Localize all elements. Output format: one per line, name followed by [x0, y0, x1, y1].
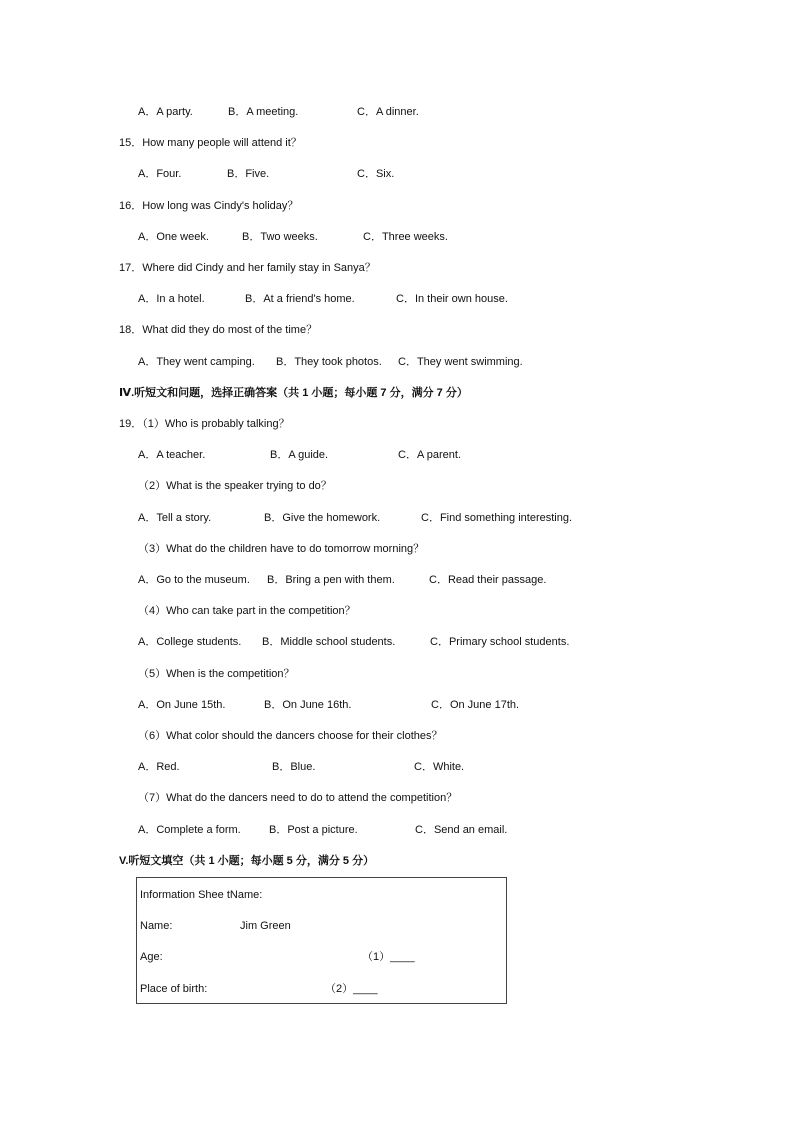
q15-question: 15．How many people will attend it？ — [119, 137, 302, 149]
q19-sub4-option-a: A．College students. — [138, 636, 242, 648]
q18-option-a: A．They went camping. — [138, 356, 255, 368]
q19-sub2-option-c: C．Find something interesting. — [421, 512, 573, 524]
q16-option-a: A．One week. — [138, 231, 209, 243]
age-label: Age: — [140, 951, 163, 963]
name-value: Jim Green — [240, 920, 291, 932]
q19-sub3-option-b: B．Bring a pen with them. — [267, 574, 395, 586]
q19-sub3-option-a: A．Go to the museum. — [138, 574, 250, 586]
q19-sub1-option-b: B．A guide. — [270, 449, 329, 461]
q19-sub2-option-b: B．Give the homework. — [264, 512, 381, 524]
q19-sub1-question: 19．（1）Who is probably talking？ — [119, 418, 290, 430]
q19-sub7-option-b: B．Post a picture. — [269, 824, 358, 836]
q16-option-b: B．Two weeks. — [242, 231, 318, 243]
q19-sub7-question: （7）What do the dancers need to do to attend the competition？ — [138, 792, 458, 804]
name-label: Name: — [140, 920, 173, 932]
q19-sub2-question: （2）What is the speaker trying to do？ — [138, 480, 332, 492]
q19-sub1-option-c: C．A parent. — [398, 449, 461, 461]
q19-sub6-question: （6）What color should the dancers choose for their clothes？ — [138, 730, 443, 742]
q14-option-c: C．A dinner. — [357, 106, 419, 118]
q19-sub5-option-a: A．On June 15th. — [138, 699, 226, 711]
q18-option-c: C．They went swimming. — [398, 356, 523, 368]
q14-option-b: B．A meeting. — [228, 106, 299, 118]
q19-sub5-option-b: B．On June 16th. — [264, 699, 352, 711]
section-4-heading: Ⅳ.听短文和问题，选择正确答案（共 1 小题；每小题 7 分，满分 7 分） — [119, 387, 468, 399]
q19-sub6-option-c: C．White. — [414, 761, 465, 773]
q15-option-b: B．Five. — [227, 168, 270, 180]
age-blank[interactable]: （1）____ — [362, 951, 415, 963]
section-5-heading: V.听短文填空（共 1 小题；每小题 5 分，满分 5 分） — [119, 855, 375, 867]
q14-option-a: A．A party. — [138, 106, 193, 118]
q19-sub4-option-b: B．Middle school students. — [262, 636, 396, 648]
q19-sub7-option-c: C．Send an email. — [415, 824, 508, 836]
birth-label: Place of birth: — [140, 983, 208, 995]
q17-question: 17．Where did Cindy and her family stay in Sanya？ — [119, 262, 376, 274]
q19-sub1-option-a: A．A teacher. — [138, 449, 206, 461]
q19-sub3-question: （3）What do the children have to do tomorrow morning？ — [138, 543, 425, 555]
q19-sub3-option-c: C．Read their passage. — [429, 574, 547, 586]
q19-sub4-question: （4）Who can take part in the competition？ — [138, 605, 356, 617]
q17-option-c: C．In their own house. — [396, 293, 508, 305]
q19-sub2-option-a: A．Tell a story. — [138, 512, 212, 524]
q18-question: 18．What did they do most of the time？ — [119, 324, 318, 336]
q19-sub6-option-a: A．Red. — [138, 761, 180, 773]
q18-option-b: B．They took photos. — [276, 356, 382, 368]
q19-sub6-option-b: B．Blue. — [272, 761, 316, 773]
q19-sub7-option-a: A．Complete a form. — [138, 824, 241, 836]
q19-sub4-option-c: C．Primary school students. — [430, 636, 570, 648]
q19-sub5-option-c: C．On June 17th. — [431, 699, 520, 711]
q15-option-a: A．Four. — [138, 168, 182, 180]
q16-option-c: C．Three weeks. — [363, 231, 448, 243]
information-sheet-table — [136, 877, 507, 1004]
q17-option-a: A．In a hotel. — [138, 293, 205, 305]
q15-option-c: C．Six. — [357, 168, 395, 180]
info-sheet-title: Information Shee tName: — [140, 889, 263, 901]
q16-question: 16．How long was Cindy's holiday？ — [119, 200, 299, 212]
q17-option-b: B．At a friend's home. — [245, 293, 355, 305]
birth-blank[interactable]: （2）____ — [325, 983, 378, 995]
q19-sub5-question: （5）When is the competition？ — [138, 668, 295, 680]
